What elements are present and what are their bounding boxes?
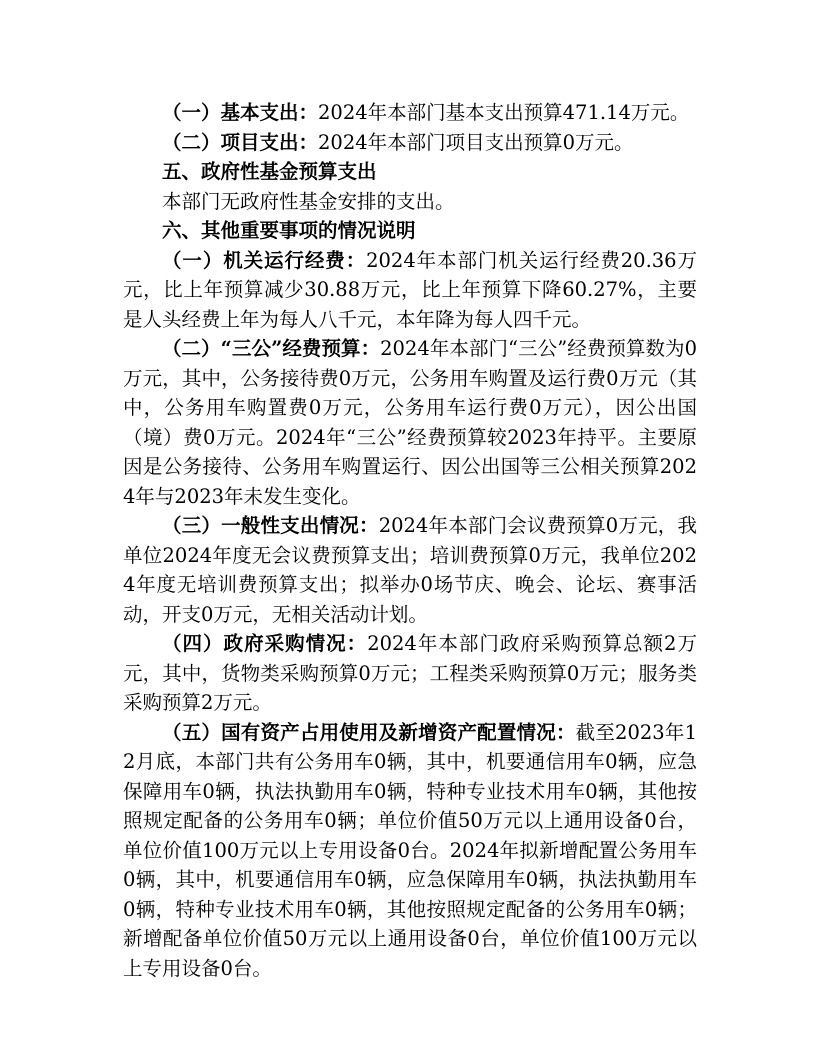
- paragraph-text: 2024年本部门“三公”经费预算数为0万元，其中，公务接待费0万元，公务用车购置及运行费0万元（其中，公务用车购置费0万元，公务用车运行费0万元），因公出国（境）费0万元。2024年“三公”经费预算较2023年持平。主要原因是公务接待、公务用车购置运行、因公出国等三公相关预算2024年与2023年未发生变化。: [123, 337, 697, 508]
- section-heading-other-matters: 六、其他重要事项的情况说明: [162, 219, 416, 242]
- paragraph-state-assets: [123, 718, 697, 984]
- paragraph-government-procurement: [123, 629, 697, 718]
- paragraph-basic-expenditure: [123, 98, 697, 128]
- paragraph-fund-budget: [123, 187, 697, 217]
- paragraph-lead: （一）基本支出：: [162, 101, 319, 124]
- paragraph-lead: （二）项目支出：: [162, 130, 319, 154]
- paragraph-text: 截至2023年12月底，本部门共有公务用车0辆，其中，机要通信用车0辆，应急保障用车0辆，执法执勤用车0辆，特种专业技术用车0辆，其他按照规定配备的公务用车0辆；单位价值50万元以上通用设备0台，单位价值100万元以上专用设备0台。2024年拟新增配置公务用车0辆，其中，机要通信用车0辆，应急保障用车0辆，执法执勤用车0辆，特种专业技术用车0辆，其他按照规定配备的公务用车0辆；新增配备单位价值50万元以上通用设备0台，单位价值100万元以上专用设备0台。: [123, 720, 697, 980]
- paragraph-text: 2024年本部门政府采购预算总额2万元，其中，货物类采购预算0万元；工程类采购预算0万元；服务类采购预算2万元。: [123, 632, 697, 714]
- paragraph-lead: （四）政府采购情况：: [162, 632, 368, 655]
- document-body: [123, 98, 697, 983]
- paragraph-lead: （一）机关运行经费：: [162, 248, 367, 272]
- paragraph-text: 2024年本部门项目支出预算0万元。: [318, 130, 634, 154]
- paragraph-project-expenditure: [123, 128, 697, 158]
- paragraph-lead: （三）一般性支出情况：: [162, 514, 379, 537]
- paragraph-general-expenditure: [123, 511, 697, 629]
- paragraph-operating-cost: [123, 246, 697, 335]
- paragraph-text: 本部门无政府性基金安排的支出。: [162, 189, 455, 213]
- paragraph-three-public-expenses: [123, 334, 697, 511]
- paragraph-text: 2024年本部门机关运行经费20.36万元，比上年预算减少30.88万元，比上年预算下降60.27%，主要是人头经费上年为每人八千元，本年降为每人四千元。: [123, 248, 697, 331]
- paragraph-lead: （五）国有资产占用使用及新增资产配置情况：: [162, 720, 576, 744]
- paragraph-text: 2024年本部门会议费预算0万元，我单位2024年度无会议费预算支出；培训费预算0万元，我单位2024年度无培训费预算支出；拟举办0场节庆、晚会、论坛、赛事活动，开支0万元，无相关活动计划。: [123, 514, 697, 626]
- section-heading-fund-budget: 五、政府性基金预算支出: [162, 160, 377, 183]
- paragraph-text: 2024年本部门基本支出预算471.14万元。: [318, 101, 690, 124]
- paragraph-lead: （二）“三公”经费预算：: [162, 337, 381, 360]
